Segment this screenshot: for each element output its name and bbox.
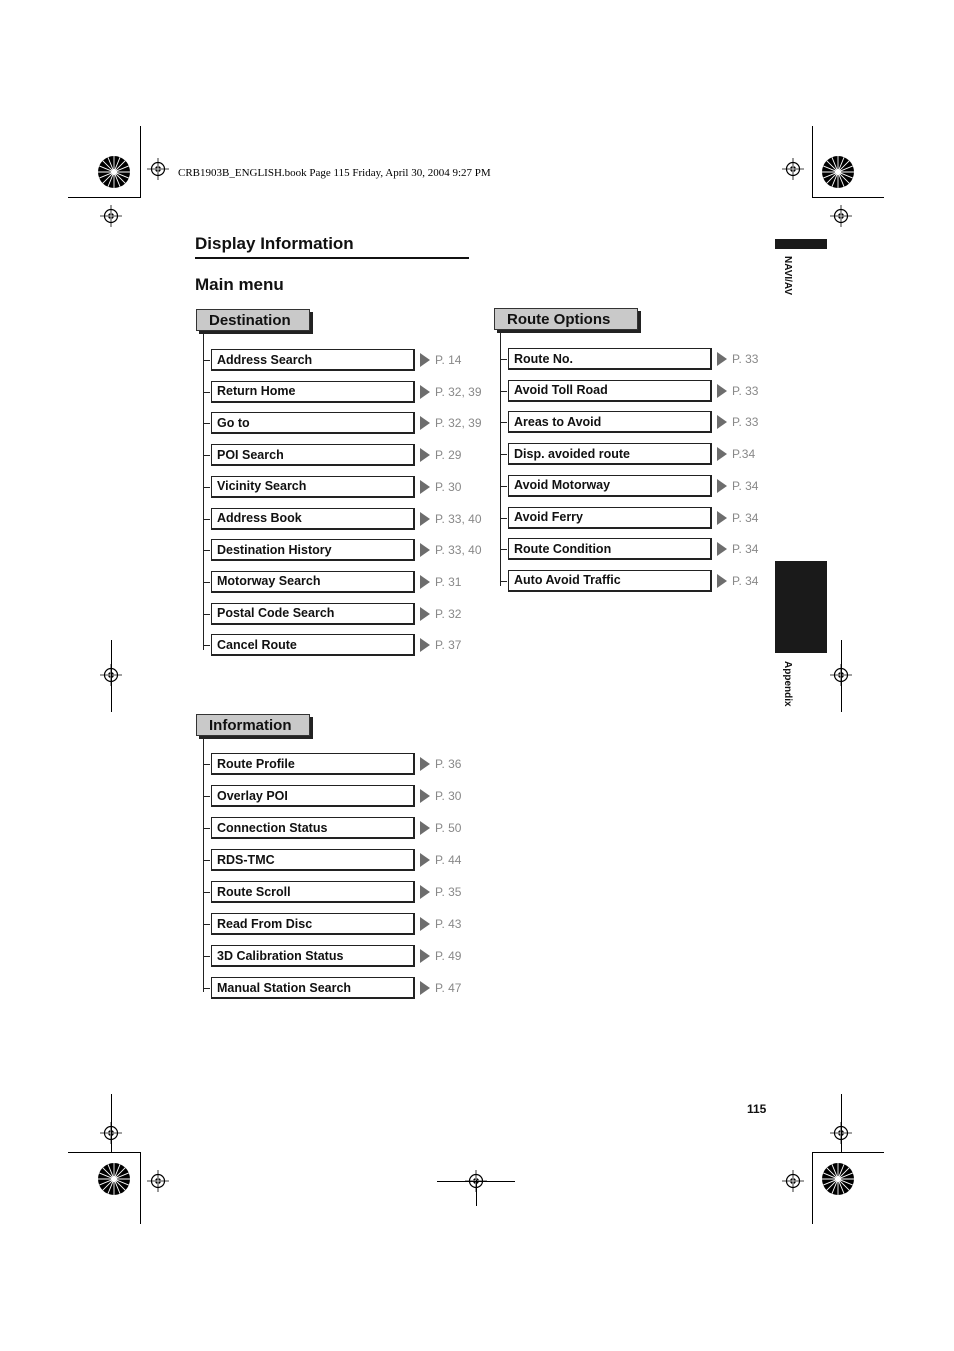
tree-branch [203,796,210,797]
menu-item: Cancel Route [211,634,415,656]
registration-target-icon [830,205,852,227]
registration-target-icon [147,1170,169,1192]
side-mark-line [111,1094,112,1152]
page-number: 115 [747,1102,767,1116]
arrow-right-icon [717,415,727,429]
menu-item: Auto Avoid Traffic [508,570,712,592]
menu-item: Connection Status [211,817,415,839]
arrow-right-icon [717,479,727,493]
arrow-right-icon [420,757,430,771]
tree-branch [500,486,507,487]
arrow-right-icon [420,575,430,589]
tree-connector [203,738,204,992]
page-reference: P. 49 [435,949,462,963]
arrow-right-icon [717,447,727,461]
page-reference: P. 44 [435,853,462,867]
page-reference: P. 32 [435,606,462,621]
tree-branch [203,892,210,893]
tree-branch [203,487,210,488]
tree-connector [203,333,204,650]
arrow-right-icon [420,638,430,652]
menu-item: Go to [211,412,415,434]
arrow-right-icon [420,385,430,399]
registration-target-icon [782,158,804,180]
arrow-right-icon [420,448,430,462]
menu-item: Avoid Ferry [508,507,712,529]
page-reference: P. 50 [435,821,462,835]
arrow-right-icon [420,853,430,867]
tree-branch [500,549,507,550]
arrow-right-icon [717,384,727,398]
side-mark-line [841,1094,842,1152]
page-reference: P. 32, 39 [435,416,482,431]
arrow-right-icon [420,512,430,526]
tree-branch [500,518,507,519]
menu-item: Read From Disc [211,913,415,935]
route-options-heading: Route Options [494,308,638,330]
menu-item: Destination History [211,539,415,561]
page-reference: P. 33 [732,383,759,398]
page-reference: P. 37 [435,638,462,653]
menu-item: Address Book [211,508,415,530]
arrow-right-icon [420,917,430,931]
book-file-info: CRB1903B_ENGLISH.book Page 115 Friday, April 30, 2004 9:27 PM [178,167,491,179]
tree-branch [203,519,210,520]
tree-branch [203,828,210,829]
menu-item: Postal Code Search [211,603,415,625]
menu-item: Vicinity Search [211,476,415,498]
tree-branch [203,360,210,361]
menu-item: Route Profile [211,753,415,775]
menu-item: POI Search [211,444,415,466]
arrow-right-icon [420,353,430,367]
page-reference: P. 35 [435,885,462,899]
page-reference: P. 34 [732,510,759,525]
registration-wheel-icon [97,1162,131,1196]
menu-item: Return Home [211,381,415,403]
tree-branch [500,359,507,360]
page-reference: P. 33, 40 [435,511,482,526]
page-reference: P. 34 [732,542,759,557]
page-reference: P. 14 [435,353,462,367]
page-reference: P. 32, 39 [435,384,482,399]
arrow-right-icon [717,511,727,525]
side-tab-appendix-label: Appendix [782,661,793,707]
page-reference: P. 34 [732,573,759,588]
tree-branch [203,988,210,989]
page-reference: P. 29 [435,448,462,463]
side-mark-line [476,1180,477,1206]
page-reference: P. 33, 40 [435,543,482,558]
tree-branch [203,645,210,646]
arrow-right-icon [420,789,430,803]
menu-item: Avoid Motorway [508,475,712,497]
tree-connector [500,332,501,586]
page-reference: P. 30 [435,789,462,803]
side-mark-line [437,1181,515,1182]
arrow-right-icon [420,607,430,621]
registration-target-icon [100,205,122,227]
page-reference: P.34 [732,447,756,462]
registration-wheel-icon [821,155,855,189]
menu-item: Route No. [508,348,712,370]
tree-branch [500,581,507,582]
tree-branch [203,924,210,925]
arrow-right-icon [420,480,430,494]
menu-item: Overlay POI [211,785,415,807]
information-heading: Information [196,714,310,736]
arrow-right-icon [717,352,727,366]
page-reference: P. 30 [435,479,462,494]
tree-branch [203,392,210,393]
tree-branch [203,550,210,551]
page-reference: P. 47 [435,981,462,995]
arrow-right-icon [717,542,727,556]
menu-item: 3D Calibration Status [211,945,415,967]
side-tab-appendix [775,561,827,653]
page-reference: P. 43 [435,917,462,931]
menu-item: Avoid Toll Road [508,380,712,402]
side-tab-navi-av-label: NAVI/AV [782,256,793,296]
side-tab-navi-av [775,239,827,249]
registration-target-icon [782,1170,804,1192]
tree-branch [203,582,210,583]
page-reference: P. 33 [732,352,759,366]
page-reference: P. 31 [435,574,462,589]
registration-wheel-icon [821,1162,855,1196]
menu-item: Route Scroll [211,881,415,903]
subsection-title: Main menu [195,275,284,294]
arrow-right-icon [420,949,430,963]
tree-branch [203,455,210,456]
destination-heading: Destination [196,309,310,331]
page-reference: P. 33 [732,415,759,430]
registration-target-icon [147,158,169,180]
tree-branch [203,764,210,765]
menu-item: Manual Station Search [211,977,415,999]
menu-item: Disp. avoided route [508,443,712,465]
arrow-right-icon [420,821,430,835]
menu-item: Areas to Avoid [508,411,712,433]
menu-item: Motorway Search [211,571,415,593]
tree-branch [203,423,210,424]
menu-item: Route Condition [508,538,712,560]
tree-branch [500,422,507,423]
arrow-right-icon [717,574,727,588]
tree-branch [203,956,210,957]
side-mark-line [841,640,842,712]
side-mark-line [111,640,112,712]
page-reference: P. 36 [435,757,462,771]
arrow-right-icon [420,981,430,995]
arrow-right-icon [420,543,430,557]
registration-wheel-icon [97,155,131,189]
page-reference: P. 34 [732,478,759,493]
menu-item: RDS-TMC [211,849,415,871]
tree-branch [500,454,507,455]
tree-branch [500,391,507,392]
tree-branch [203,614,210,615]
arrow-right-icon [420,416,430,430]
menu-item: Address Search [211,349,415,371]
tree-branch [203,860,210,861]
section-title: Display Information [195,234,354,253]
arrow-right-icon [420,885,430,899]
title-underline [195,257,469,259]
